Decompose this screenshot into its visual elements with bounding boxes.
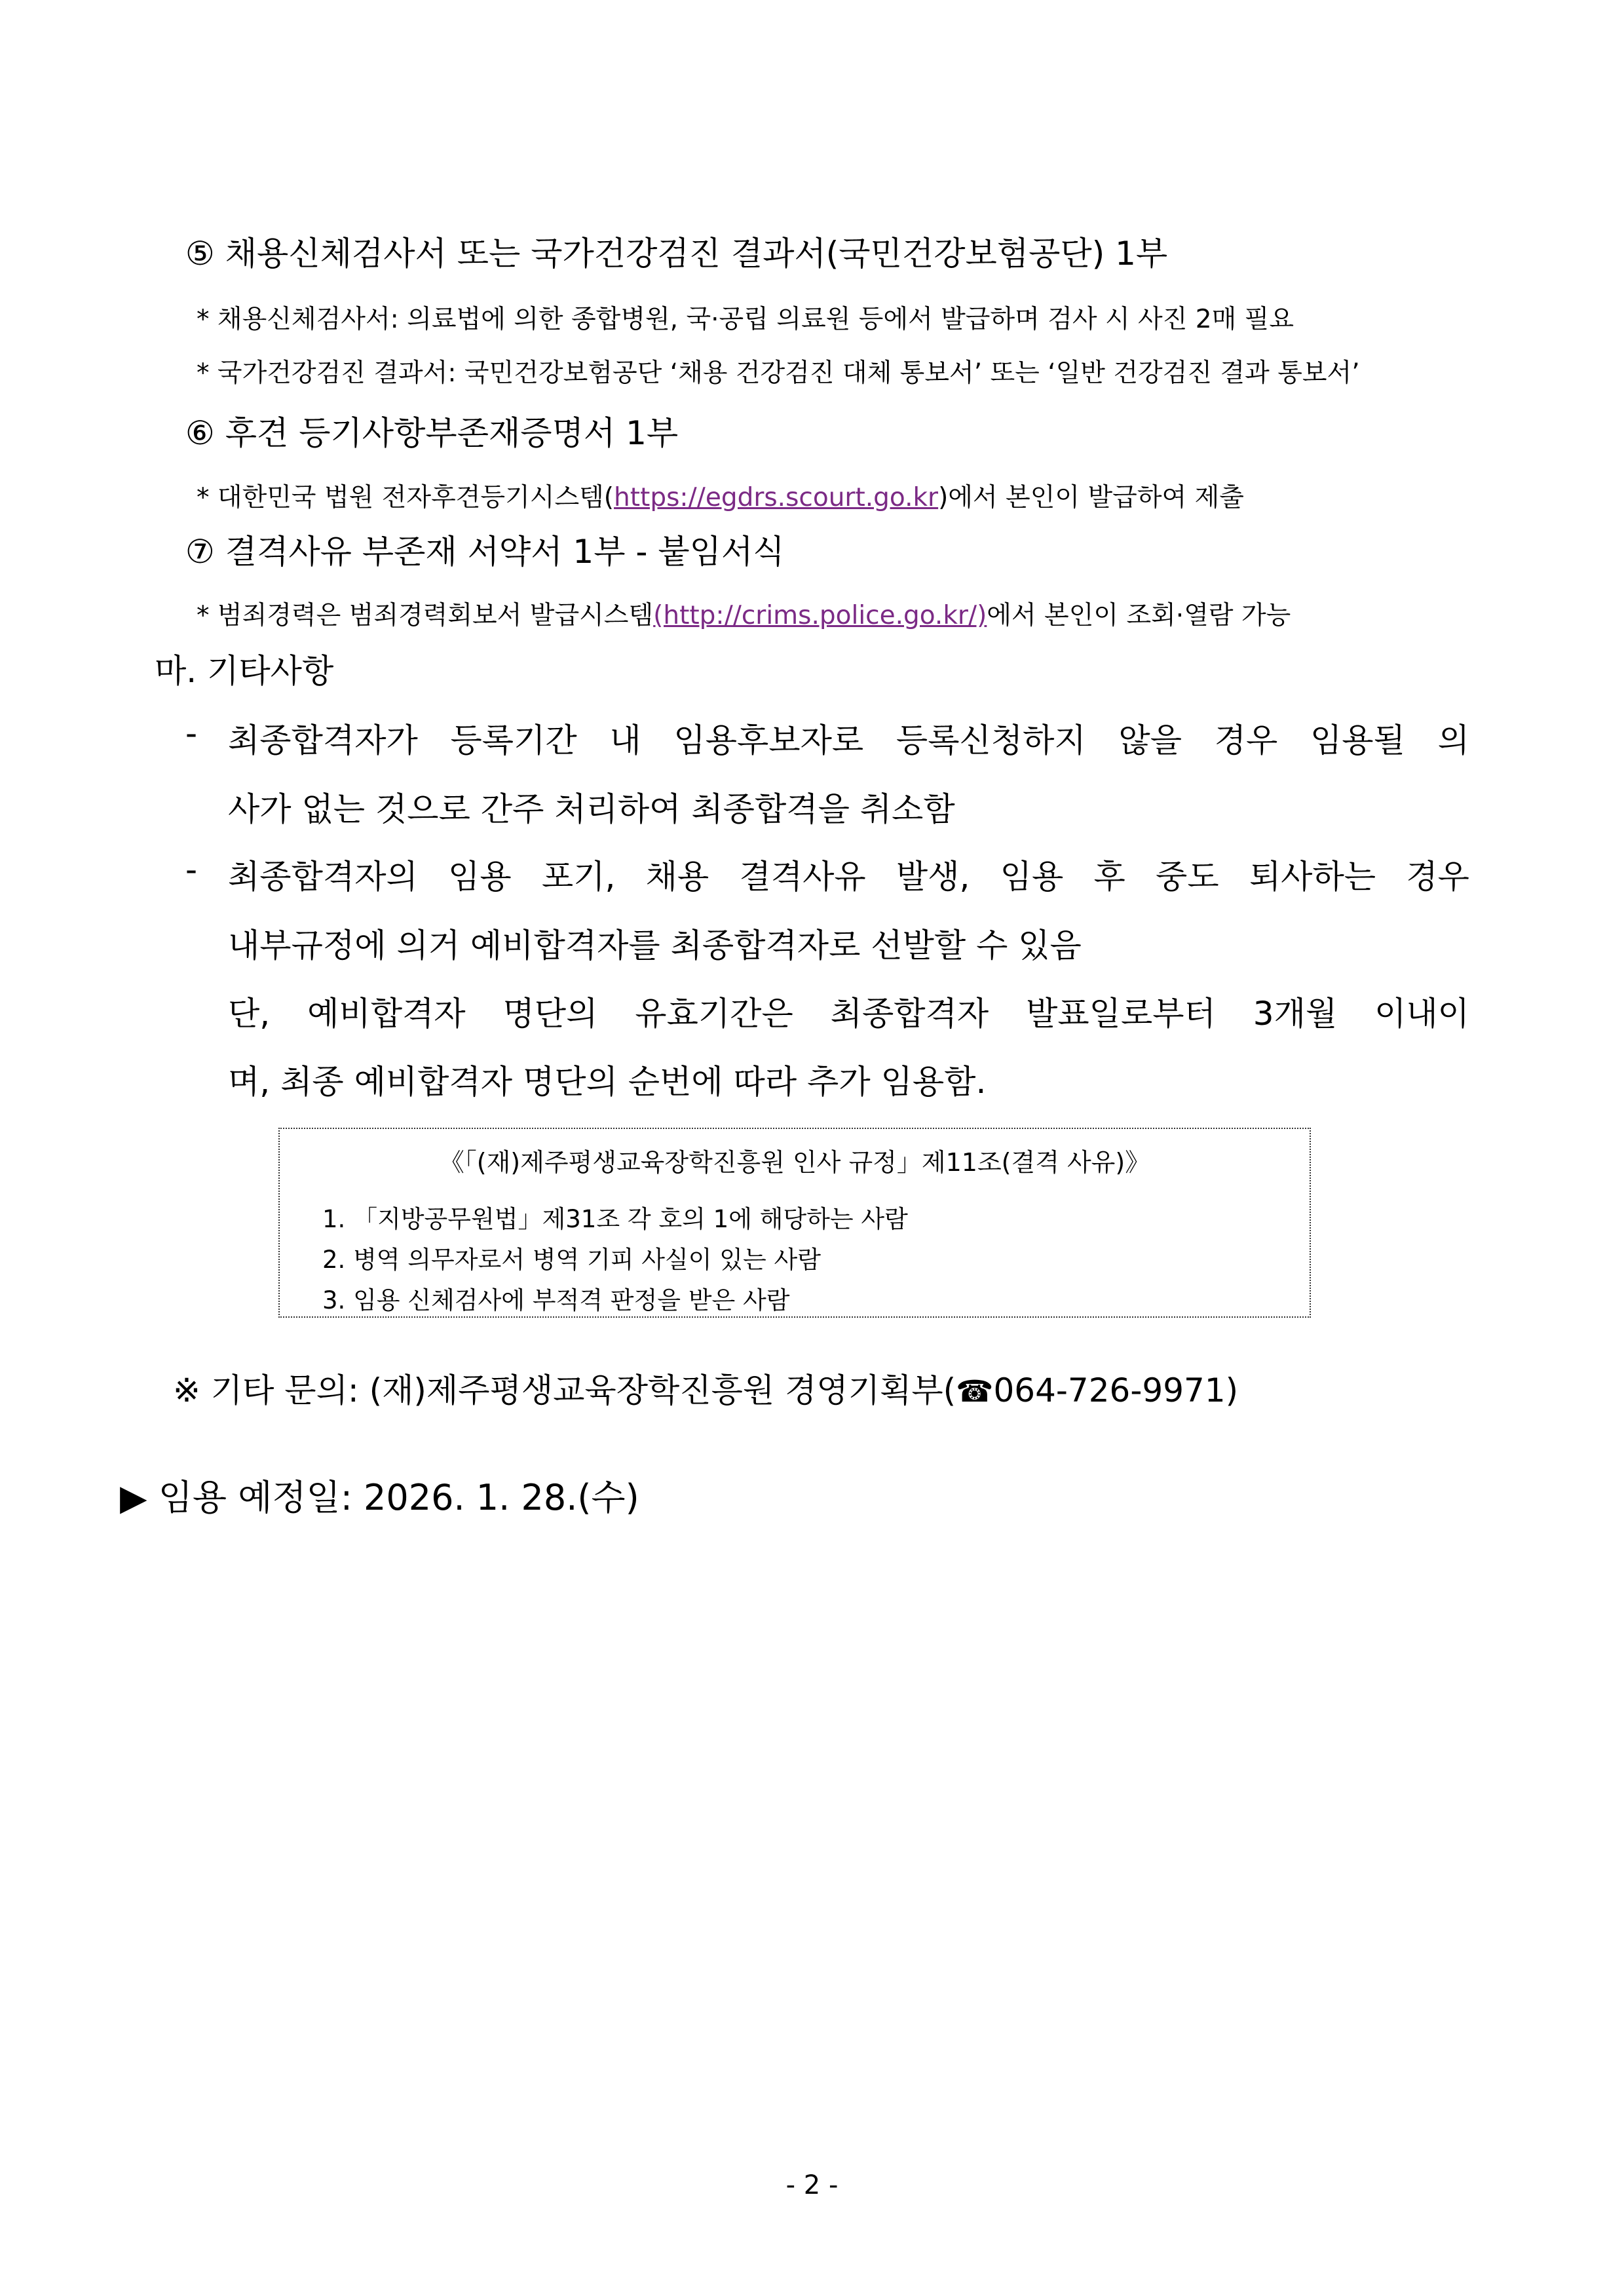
item-5-title: ⑤ 채용신체검사서 또는 국가건강검진 결과서(국민건강보험공단) 1부 <box>185 235 1168 273</box>
word: 중도 <box>1156 858 1219 896</box>
item-6-title: ⑥ 후견 등기사항부존재증명서 1부 <box>185 414 679 452</box>
note-5b: * 국가건강검진 결과서: 국민건강보험공단 ‘채용 건강검진 대체 통보서’ 또는 ‘일반 건강검진 결과 통보서’ <box>197 358 1360 388</box>
appointment-date: 임용 예정일: 2026. 1. 28.(수) <box>158 1477 639 1518</box>
note-5a: * 채용신체검사서: 의료법에 의한 종합병원, 국·공립 의료원 등에서 발급하며 검사 시 사진 2매 필요 <box>197 305 1294 334</box>
regulation-item-3: 3. 임용 신체검사에 부적격 판정을 받은 사람 <box>322 1286 790 1314</box>
word: 포기, <box>541 858 616 896</box>
bullet-2-marker: - <box>185 851 198 889</box>
word: 경우 <box>1406 858 1469 896</box>
bullet-2-line-2: 내부규정에 의거 예비합격자를 최종합격자로 선발할 수 있음 <box>228 927 1082 965</box>
regulation-box <box>278 1128 1311 1318</box>
word: 등록신청하지 <box>896 721 1086 759</box>
word: 최종합격자가 <box>228 721 418 759</box>
appointment-line <box>120 1470 639 1520</box>
bullet-2-line-3 <box>228 987 1469 1035</box>
word: 유효기간은 <box>635 995 793 1033</box>
word: 임용후보자로 <box>673 721 864 759</box>
word: 결격사유 <box>739 858 866 896</box>
bullet-2-line-1 <box>228 851 1469 898</box>
word: 의 <box>1437 721 1469 759</box>
crims-link[interactable]: (http://crims.police.go.kr/) <box>653 601 987 630</box>
bullet-1-marker: - <box>185 714 198 752</box>
page-number: - 2 - <box>785 2170 839 2200</box>
word: 명단의 <box>502 995 598 1033</box>
bullet-1-line-2: 사가 없는 것으로 간주 처리하여 최종합격을 취소함 <box>228 790 955 828</box>
contact-prefix: ※ 기타 문의: (재)제주평생교육장학진흥원 경영기획부( <box>173 1371 956 1409</box>
note-6 <box>197 477 1244 514</box>
word: 최종합격자 <box>830 995 989 1033</box>
triangle-right-icon: ▶ <box>120 1477 147 1518</box>
word: 임용될 <box>1310 721 1405 759</box>
word: 예비합격자 <box>307 995 466 1033</box>
word: 퇴사하는 <box>1249 858 1376 896</box>
regulation-item-1: 1. 「지방공무원법」제31조 각 호의 1에 해당하는 사람 <box>322 1205 908 1233</box>
contact-suffix: ) <box>1225 1371 1239 1409</box>
word: 발생, <box>896 858 970 896</box>
word: 내 <box>609 721 641 759</box>
word: 경우 <box>1214 721 1278 759</box>
note-7-post: 에서 본인이 조회·열람 가능 <box>987 601 1291 630</box>
bullet-1-line-1 <box>228 714 1469 761</box>
contact-line <box>173 1364 1238 1411</box>
word: 않을 <box>1118 721 1182 759</box>
item-7-title: ⑦ 결격사유 부존재 서약서 1부 - 붙임서식 <box>185 533 785 571</box>
regulation-box-title: 《「(재)제주평생교육장학진흥원 인사 규정」제11조(결격 사유)》 <box>439 1148 1150 1177</box>
word: 3개월 <box>1253 995 1338 1033</box>
word: 후 <box>1093 858 1125 896</box>
note-7-pre: * 범죄경력은 범죄경력회보서 발급시스템 <box>197 601 654 630</box>
scourt-link[interactable]: https://egdrs.scourt.go.kr <box>614 483 939 512</box>
word: 등록기간 <box>450 721 577 759</box>
word: 단, <box>228 995 271 1033</box>
word: 최종합격자의 <box>228 858 418 896</box>
phone-icon: ☎ <box>956 1373 994 1409</box>
contact-phone: 064-726-9971 <box>993 1371 1226 1409</box>
word: 이내이 <box>1374 995 1469 1033</box>
word: 임용 <box>448 858 512 896</box>
word: 임용 <box>1000 858 1064 896</box>
regulation-item-2: 2. 병역 의무자로서 병역 기피 사실이 있는 사람 <box>322 1246 821 1274</box>
word: 채용 <box>645 858 709 896</box>
note-6-pre: * 대한민국 법원 전자후견등기시스템( <box>197 483 614 512</box>
bullet-2-line-4: 며, 최종 예비합격자 명단의 순번에 따라 추가 임용함. <box>228 1063 987 1101</box>
word: 발표일로부터 <box>1026 995 1216 1033</box>
note-6-post: )에서 본인이 발급하여 제출 <box>938 483 1244 512</box>
note-7 <box>197 595 1291 632</box>
section-heading: 마. 기타사항 <box>155 652 334 690</box>
